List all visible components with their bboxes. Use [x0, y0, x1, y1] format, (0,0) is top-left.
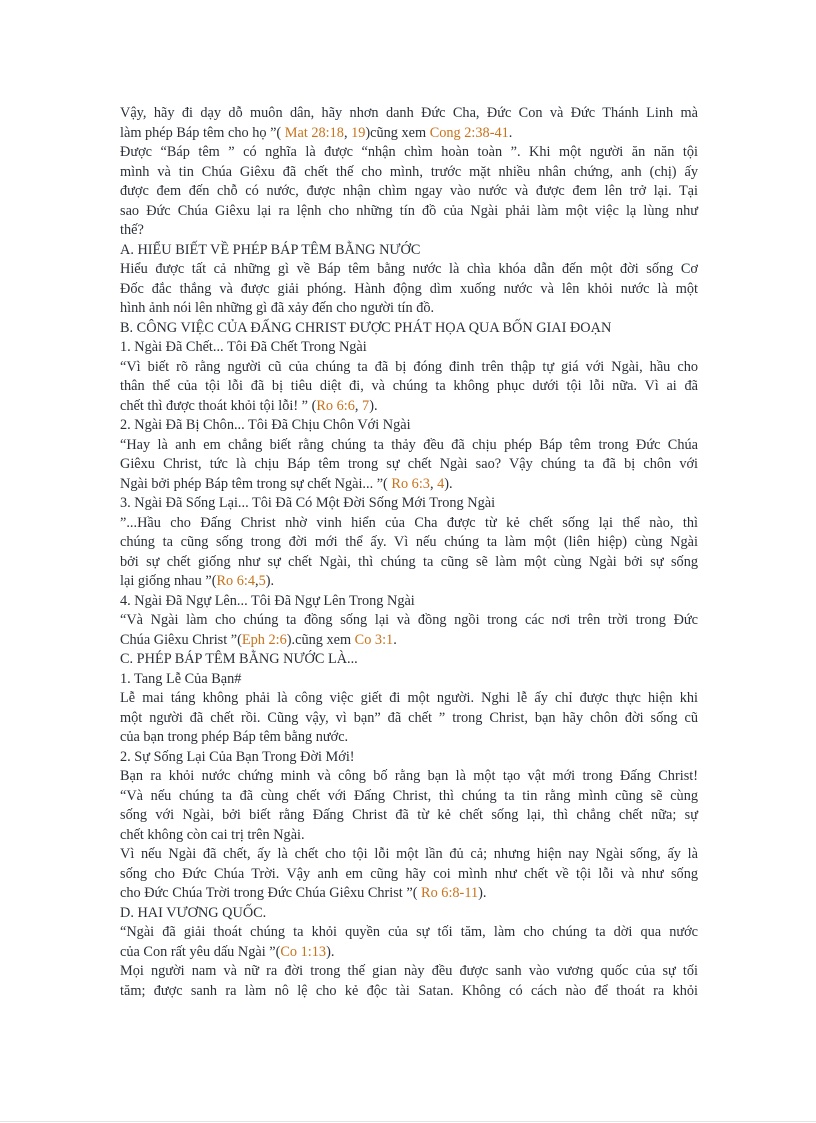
text-span: ). — [478, 885, 487, 901]
text-line — [120, 455, 698, 475]
page-divider — [0, 1121, 816, 1122]
text-span: . — [393, 631, 397, 648]
text-span: 1. Tang Lễ Của Bạn# — [120, 670, 242, 687]
text-span: “Vì biết rõ rằng người cũ của chúng ta đã bị đóng đinh trên thập tự giá với Ngài, hầu cho — [120, 358, 698, 375]
text-span: Giêxu Christ, tức là chịu Báp têm trong sự chết Ngài sao? Vậy chúng ta đã bị chôn với — [120, 456, 698, 472]
text-line — [120, 826, 698, 846]
text-span: hình ảnh nói lên những gì đã xảy đến cho người tín đồ. — [120, 300, 435, 316]
text-span: làm phép Báp têm cho họ ”( — [120, 124, 285, 141]
text-span: Ngài bởi phép Báp têm trong sự chết Ngài... ”( — [120, 475, 392, 492]
text-span: bởi sự chết giống như sự chết Ngài, thì chúng ta cũng sẽ làm một cùng Ngài bởi sự sống — [120, 553, 698, 570]
text-line — [120, 767, 698, 787]
text-line — [120, 982, 698, 1002]
text-span: chúng ta cũng sống trong đời mới thể ấy. Vì nếu chúng ta làm một (liên hiệp) cùng Ngài — [120, 534, 698, 550]
text-line — [120, 104, 698, 124]
text-span: Hiểu được tất cả những gì về Báp têm bằng nước là chìa khóa dẫn đến một đời sống Cơ — [120, 261, 698, 277]
text-line — [120, 241, 698, 261]
text-span: C. PHÉP BÁP TÊM BẰNG NƯỚC LÀ... — [120, 651, 358, 667]
text-line — [120, 319, 698, 339]
text-line — [120, 377, 698, 397]
text-line — [120, 338, 698, 358]
text-line — [120, 865, 698, 885]
text-span: “Và Ngài làm cho chúng ta đồng sống lại và đồng ngồi trong các nơi trên trời trong Đức — [120, 612, 698, 628]
scripture-reference-link[interactable]: 4 — [437, 475, 445, 492]
scripture-reference-link[interactable]: Ro 6:3 — [391, 475, 430, 492]
text-span: sống với Ngài, bởi biết rằng Đấng Christ đã từ kẻ chết sống lại, thì chẳng chết nữa; sự — [120, 807, 698, 823]
text-line — [120, 260, 698, 280]
scripture-reference-link[interactable]: Mat 28:18 — [284, 124, 344, 141]
text-line — [120, 397, 698, 417]
text-line — [120, 748, 698, 768]
scripture-reference-link[interactable]: Co 3:1 — [354, 631, 394, 648]
text-span: . — [508, 124, 513, 141]
text-line — [120, 221, 698, 241]
text-span: 3. Ngài Đã Sống Lại... Tôi Đã Có Một Đời Sống Mới Trong Ngài — [120, 495, 496, 511]
text-line — [120, 611, 698, 631]
text-line — [120, 553, 698, 573]
text-span: của bạn trong phép Báp têm bằng nước. — [120, 729, 349, 745]
text-span: Đốc đắc thắng và được giải phóng. Hành động dìm xuống nước và lên khỏi nước là một — [120, 280, 698, 297]
scripture-reference-link[interactable]: Ro 6:4 — [216, 573, 256, 589]
text-line — [120, 845, 698, 865]
text-line — [120, 514, 698, 534]
scripture-reference-link[interactable]: 5 — [258, 573, 266, 589]
text-span: chết không còn cai trị trên Ngài. — [120, 826, 305, 843]
text-line — [120, 806, 698, 826]
text-span: tăm; được sanh ra làm nô lệ cho kẻ độc tài Satan. Không có cách nào để thoát ra khỏi — [120, 982, 698, 999]
document-body — [120, 104, 698, 1001]
text-span: Mọi người nam và nữ ra đời trong thế gian này đều được sanh vào vương quốc của sự tối — [120, 963, 698, 979]
text-line — [120, 787, 698, 807]
text-span: được đem đến chỗ có nước, được nhận chìm ngay vào nước và được đem lên trở lại. Tại — [120, 183, 698, 199]
scripture-reference-link[interactable]: Ro 6:6 — [316, 397, 355, 414]
text-span: Chúa Giêxu Christ ”( — [120, 631, 242, 648]
text-span: sống cho Đức Chúa Trời. Vậy anh em cũng hãy coi mình như chết về tội lỗi và như sống — [120, 865, 698, 882]
text-span: thân thể của tội lỗi đã bị tiêu diệt đi, và chúng ta không phục dưới tội lỗi nữa. Vì ai đã — [120, 378, 698, 394]
text-span: 2. Sự Sống Lại Của Bạn Trong Đời Mới! — [120, 748, 355, 765]
text-span: 2. Ngài Đã Bị Chôn... Tôi Đã Chịu Chôn Với Ngài — [120, 417, 411, 433]
text-span: Vì nếu Ngài đã chết, ấy là chết cho tội lỗi một lần đủ cả; nhưng hiện nay Ngài sống, ấy là — [120, 846, 698, 862]
text-span: cho Đức Chúa Trời trong Đức Chúa Giêxu Christ ”( — [120, 885, 422, 901]
text-line — [120, 202, 698, 222]
text-line — [120, 475, 698, 495]
text-span: )cũng xem — [365, 124, 430, 141]
scripture-reference-link[interactable]: 7 — [362, 397, 370, 414]
text-line — [120, 299, 698, 319]
scripture-reference-link[interactable]: Co 1:13 — [280, 943, 327, 960]
text-span: thế? — [120, 222, 144, 238]
text-span: “Và nếu chúng ta đã cùng chết với Đấng Christ, thì chúng ta tin rằng mình cũng sẽ cùng — [120, 787, 698, 804]
text-line — [120, 689, 698, 709]
text-span: A. HIỂU BIẾT VỀ PHÉP BÁP TÊM BẰNG NƯỚC — [120, 241, 421, 258]
text-span: 4. Ngài Đã Ngự Lên... Tôi Đã Ngự Lên Trong Ngài — [120, 592, 415, 609]
text-span: ). — [265, 573, 275, 589]
text-span: ). — [369, 397, 378, 414]
text-line — [120, 163, 698, 183]
text-span: ). — [444, 475, 453, 492]
text-span: lại giống nhau ”( — [120, 573, 217, 589]
text-line — [120, 904, 698, 924]
text-line — [120, 631, 698, 651]
scripture-reference-link[interactable]: 19 — [351, 124, 366, 141]
text-span: B. CÔNG VIỆC CỦA ĐẤNG CHRIST ĐƯỢC PHÁT HỌA QUA BỐN GIAI ĐOẠN — [120, 319, 612, 336]
text-span: D. HAI VƯƠNG QUỐC. — [120, 904, 267, 921]
scripture-reference-link[interactable]: Eph 2:6 — [241, 631, 287, 648]
text-span: Được “Báp têm ” có nghĩa là được “nhận chìm hoàn toàn ”. Khi một người ăn năn tội — [120, 144, 698, 160]
text-span: ). — [326, 943, 335, 960]
text-span: Bạn ra khỏi nước chứng minh và công bố rằng bạn là một tạo vật mới trong Đấng Christ! — [120, 768, 698, 784]
scripture-reference-link[interactable]: Cong 2:38-41 — [429, 124, 509, 141]
text-line — [120, 592, 698, 612]
text-span: sao Đức Chúa Giêxu lại ra lệnh cho những tín đồ của Ngài phải làm một việc lạ lùng như — [120, 202, 698, 219]
scripture-reference-link[interactable]: Ro 6:8-11 — [421, 885, 479, 901]
text-span: , — [343, 124, 352, 141]
text-span: 1. Ngài Đã Chết... Tôi Đã Chết Trong Ngài — [120, 339, 367, 355]
text-line — [120, 416, 698, 436]
text-span: ).cũng xem — [286, 631, 355, 648]
text-span: , — [255, 573, 259, 589]
text-line — [120, 943, 698, 963]
text-line — [120, 670, 698, 690]
text-line — [120, 124, 698, 144]
text-line — [120, 494, 698, 514]
text-span: Vậy, hãy đi dạy dỗ muôn dân, hãy nhơn danh Đức Cha, Đức Con và Đức Thánh Linh mà — [120, 105, 698, 121]
text-line — [120, 650, 698, 670]
text-line — [120, 533, 698, 553]
text-line — [120, 884, 698, 904]
text-span: Lễ mai táng không phải là công việc giết đi một người. Nghi lễ ấy chỉ được thực hiện khi — [120, 690, 698, 706]
text-line — [120, 182, 698, 202]
text-line — [120, 728, 698, 748]
text-span: , — [354, 397, 363, 414]
text-span: mình và tin Chúa Giêxu đã chết thế cho mình, trước mặt nhiều nhân chứng, anh (chị) ấy — [120, 163, 698, 180]
text-line — [120, 572, 698, 592]
text-line — [120, 962, 698, 982]
text-span: một người đã chết rồi. Cũng vậy, vì bạn” đã chết ” trong Christ, bạn hãy chôn đời sống cũ — [120, 709, 698, 726]
text-line — [120, 923, 698, 943]
text-line — [120, 436, 698, 456]
text-line — [120, 280, 698, 300]
text-span: “Ngài đã giải thoát chúng ta khỏi quyền của sự tối tăm, làm cho chúng ta dời qua nước — [120, 924, 698, 940]
text-line — [120, 358, 698, 378]
text-span: ”...Hầu cho Đấng Christ nhờ vinh hiển của Cha được từ kẻ chết sống lại thể nào, thì — [120, 514, 698, 531]
text-span: chết thì được thoát khỏi tội lỗi! ” ( — [120, 397, 317, 414]
text-line — [120, 143, 698, 163]
text-span: , — [429, 475, 438, 492]
text-span: “Hay là anh em chẳng biết rằng chúng ta thảy đều đã chịu phép Báp têm trong Đức Chúa — [120, 436, 698, 453]
text-line — [120, 709, 698, 729]
text-span: của Con rất yêu dấu Ngài ”( — [120, 943, 281, 960]
